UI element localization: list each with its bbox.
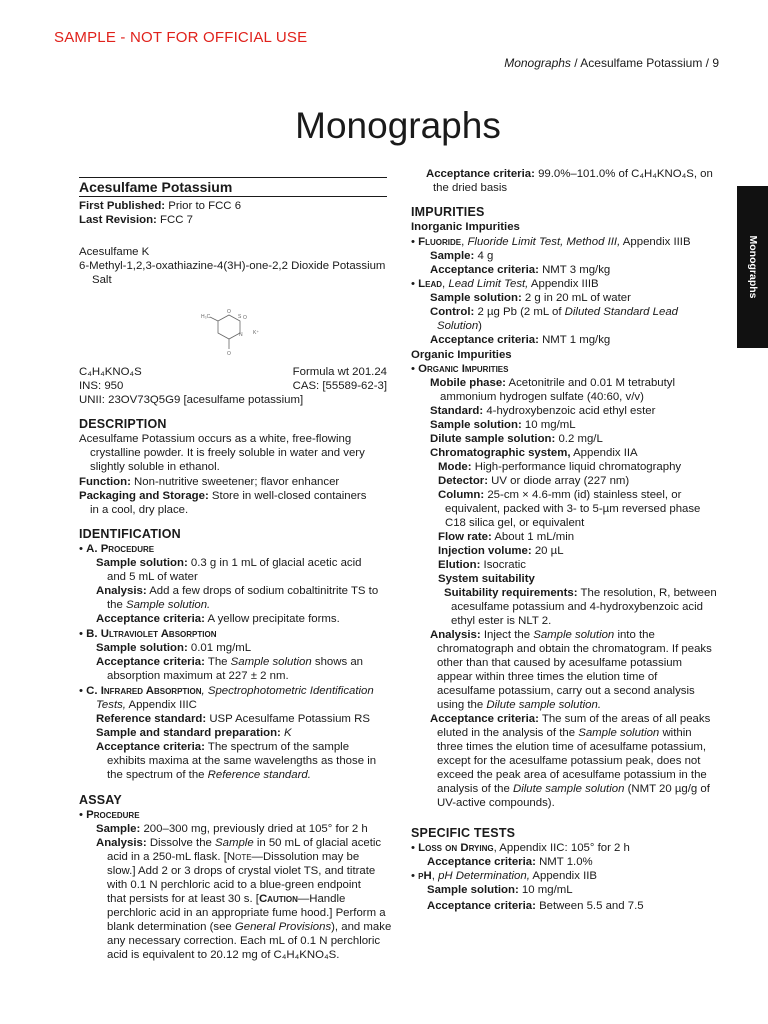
lead-sample: [430, 291, 631, 305]
title-rule-top: [79, 177, 387, 178]
org-accept-value: The sum of the areas of all peaks: [538, 713, 711, 725]
ring: [218, 315, 240, 339]
elution-value: Isocratic: [480, 559, 526, 571]
assay-procedure: [79, 808, 140, 822]
assay-accept-label: Acceptance criteria:: [426, 168, 535, 180]
text: shows an: [311, 656, 364, 668]
id-a-sample-label: Sample solution:: [96, 557, 188, 569]
text: Sample: [215, 837, 254, 849]
title-rule-bottom: [79, 196, 387, 197]
packaging-cont: in a cool, dry place.: [90, 504, 189, 516]
id-a-sample: [96, 556, 361, 570]
chromatographic-system: [430, 446, 638, 460]
lead-accept-label: Acceptance criteria:: [430, 334, 539, 346]
assay-accept: [426, 167, 713, 181]
assay-sample-value: 200–300 mg, previously dried at 105° for 2 h: [140, 823, 368, 835]
text: ), and make: [331, 921, 392, 933]
text: Fluoride Limit Test, Method III,: [467, 236, 621, 248]
column-value: 25-cm × 4.6-mm (id) stainless steel, or: [484, 489, 682, 501]
text: acid in a 250-mL flask. [: [107, 851, 227, 863]
assay-analysis-label: Analysis:: [96, 837, 147, 849]
bullet: •: [79, 628, 87, 640]
text: eluted in the analysis of the: [437, 727, 579, 739]
last-revision-value: FCC 7: [156, 214, 193, 226]
lead-control-label: Control:: [430, 306, 475, 318]
assay-analysis-cont: [107, 892, 345, 906]
column-cont: C18 silica gel, or equivalent: [445, 517, 585, 529]
id-a-analysis-label: Analysis:: [96, 585, 147, 597]
atom-label: O: [227, 309, 231, 315]
first-published-value: Prior to FCC 6: [165, 200, 242, 212]
text: analysis of the: [437, 783, 513, 795]
atom-label: S: [238, 314, 242, 320]
molecular-formula: C₄H₄KNO₄S: [79, 366, 142, 378]
detector-label: Detector:: [438, 475, 489, 487]
function: [79, 475, 339, 489]
text: ,: [461, 236, 468, 248]
atom-label: O: [227, 351, 231, 357]
lead-control-cont: [437, 319, 482, 333]
column-label: Column:: [438, 489, 485, 501]
lod-accept-value: NMT 1.0%: [535, 856, 593, 868]
lead-title: Lead: [418, 278, 443, 290]
lead-control: [430, 305, 678, 319]
packaging-label: Packaging and Storage:: [79, 490, 209, 502]
text: into the: [614, 629, 655, 641]
assay-heading: ASSAY: [79, 793, 122, 807]
id-c-accept-value: The spectrum of the sample: [204, 741, 350, 753]
text: Inject the: [480, 629, 534, 641]
id-a-accept-value: A yellow precipitate forms.: [204, 613, 340, 625]
function-label: Function:: [79, 476, 131, 488]
ph-sample: [427, 883, 573, 897]
id-a-analysis-value: Add a few drops of sodium cobaltinitrite TS to: [146, 585, 379, 597]
atom-label: H₃C: [201, 314, 211, 320]
id-c-ref: , Spectrophotometric Identification: [201, 685, 374, 697]
id-c-prep-value: K: [280, 727, 292, 739]
org-accept-cont: except for the acesulfame potassium peak, does not: [437, 755, 701, 767]
assay-sample: [96, 822, 368, 836]
id-a-sample-cont: and 5 mL of water: [107, 571, 198, 583]
id-a-title: A. Procedure: [86, 543, 155, 555]
mobile-phase-cont: ammonium hydrogen sulfate (40:60, v/v): [440, 391, 644, 403]
running-head-page: / Acesulfame Potassium / 9: [570, 56, 719, 70]
packaging-value: Store in well-closed containers: [208, 490, 367, 502]
first-published-label: First Published:: [79, 200, 166, 212]
chemical-name-cont: Salt: [92, 274, 112, 286]
bullet: •: [411, 842, 419, 854]
reference-standard-ref: Reference standard.: [207, 769, 311, 781]
id-b-sample-label: Sample solution:: [96, 642, 188, 654]
org-accept-cont: [437, 782, 710, 796]
chromatographic-system-value: Appendix IIA: [570, 447, 638, 459]
methyl-bond: [210, 317, 218, 321]
loss-on-drying: [411, 841, 630, 855]
atom-label: N: [239, 332, 243, 338]
lead-sample-label: Sample solution:: [430, 292, 522, 304]
text: Solution: [437, 320, 479, 332]
text: , Appendix IIC:: [493, 842, 568, 854]
packaging: [79, 489, 366, 503]
standard-value: 4-hydroxybenzoic acid ethyl ester: [483, 405, 656, 417]
id-c-heading: [79, 684, 374, 698]
identification-heading: IDENTIFICATION: [79, 527, 181, 541]
assay-analysis-cont: slow.] Add 2 or 3 drops of crystal violet TS, and titrate: [107, 865, 376, 877]
id-c-title: C. Infrared Absorption: [86, 685, 202, 697]
text: in 50 mL of glacial acetic: [253, 837, 382, 849]
dilute-sample-label: Dilute sample solution:: [430, 433, 556, 445]
atom-label: O: [243, 315, 247, 321]
suitability-requirements: [444, 586, 717, 600]
id-c-standard-label: Reference standard:: [96, 713, 207, 725]
running-head: [504, 56, 719, 70]
mobile-phase: [430, 376, 675, 390]
section-tab-label: Monographs: [746, 235, 759, 299]
text: Dilute sample solution: [512, 783, 625, 795]
lead-heading: [411, 277, 599, 291]
description-line: Acesulfame Potassium occurs as a white, free-flowing: [79, 433, 352, 445]
bullet: •: [79, 809, 87, 821]
ph-title: pH: [418, 870, 432, 882]
cas-number: CAS: [55589-62-3]: [292, 380, 387, 392]
monograph-title: Acesulfame Potassium: [79, 179, 233, 195]
lead-accept-value: NMT 1 mg/kg: [538, 334, 611, 346]
injection-volume-value: 20 µL: [531, 545, 564, 557]
bullet: •: [411, 236, 419, 248]
org-accept-cont: UV-active compounds).: [437, 797, 555, 809]
text: Diluted Standard Lead: [564, 306, 679, 318]
id-b-accept: [96, 655, 363, 669]
id-a-sample-value: 0.3 g in 1 mL of glacial acetic acid: [187, 557, 362, 569]
text: ): [478, 320, 482, 332]
fluoride-accept-value: NMT 3 mg/kg: [538, 264, 611, 276]
flow-rate-label: Flow rate:: [438, 531, 492, 543]
system-suitability-heading: System suitability: [438, 573, 535, 585]
mobile-phase-label: Mobile phase:: [430, 377, 506, 389]
elution-label: Elution:: [438, 559, 481, 571]
organic-procedure: [411, 362, 508, 376]
org-analysis-cont: appear within three times the elution time of: [437, 671, 658, 683]
text: The: [204, 656, 231, 668]
text: pH Determination,: [438, 870, 530, 882]
id-b-heading: [79, 627, 217, 641]
id-a-analysis-cont: [107, 598, 210, 612]
id-b-accept-cont: absorption maximum at 227 ± 2 nm.: [107, 670, 289, 682]
fluoride-accept-label: Acceptance criteria:: [430, 264, 539, 276]
id-b-sample-value: 0.01 mg/mL: [187, 642, 252, 654]
loss-on-drying-title: Loss on Drying: [418, 842, 494, 854]
text: Dilute sample solution.: [486, 699, 602, 711]
org-analysis-cont: chromatograph and obtain the chromatogram. If peaks: [437, 643, 712, 655]
text: Caution: [258, 893, 298, 905]
sample-watermark: SAMPLE - NOT FOR OFFICIAL USE: [54, 29, 308, 46]
id-c-accept: [96, 740, 349, 754]
text: Appendix IIIC: [125, 699, 197, 711]
chemical-name: 6-Methyl-1,2,3-oxathiazine-4(3H)-one-2,2 Dioxide Potassium: [79, 260, 386, 272]
text: Dissolve the: [146, 837, 216, 849]
text: that persists for at least 30 s. [: [107, 893, 259, 905]
elution: [438, 558, 526, 572]
text: within: [659, 727, 692, 739]
id-a-accept: [96, 612, 340, 626]
id-a-analysis: [96, 584, 378, 598]
text: Appendix IIIB: [528, 278, 599, 290]
dilute-sample-value: 0.2 mg/L: [555, 433, 603, 445]
assay-accept-cont: the dried basis: [433, 182, 508, 194]
text: —Dissolution may be: [251, 851, 360, 863]
running-head-section: Monographs: [504, 56, 571, 70]
org-analysis: [430, 628, 655, 642]
mode: [438, 460, 681, 474]
text: Appendix IIB: [529, 870, 598, 882]
id-c-prep: [96, 726, 292, 740]
lod-accept-label: Acceptance criteria:: [427, 856, 536, 868]
org-analysis-label: Analysis:: [430, 629, 481, 641]
detector-value: UV or diode array (227 nm): [488, 475, 630, 487]
org-accept-cont: exceed the peak area of acesulfame potassium in the: [437, 769, 707, 781]
org-accept: [430, 712, 710, 726]
description-line: slightly soluble in ethanol.: [90, 461, 220, 473]
assay-accept-value: 99.0%–101.0% of C₄H₄KNO₄S, on: [534, 168, 713, 180]
org-analysis-cont: other than that caused by acesulfame potassium: [437, 657, 683, 669]
specific-tests-heading: SPECIFIC TESTS: [411, 826, 516, 840]
text: ,: [431, 870, 439, 882]
sample-solution: [430, 418, 576, 432]
sample-solution-ref: Sample solution: [230, 656, 312, 668]
injection-volume: [438, 544, 564, 558]
description-line: crystalline powder. It is freely soluble in water and very: [90, 447, 365, 459]
page-title: Monographs: [295, 105, 501, 146]
text: ,: [442, 278, 449, 290]
org-analysis-cont: acesulfame potassium, carry out a second analysis: [437, 685, 695, 697]
id-c-ref-cont: [96, 698, 197, 712]
lod-accept: [427, 855, 593, 869]
text: —Handle: [297, 893, 346, 905]
id-b-accept-label: Acceptance criteria:: [96, 656, 205, 668]
bullet: •: [411, 870, 419, 882]
id-c-standard: [96, 712, 370, 726]
text: 2 µg Pb (2 mL of: [474, 306, 565, 318]
fluoride-accept: [430, 263, 610, 277]
column-cont: equivalent, packed with 3- to 5-µm reversed phase: [445, 503, 701, 515]
text: Sample solution: [533, 629, 615, 641]
suitability-value: The resolution, R, between: [577, 587, 717, 599]
suitability-cont: acesulfame potassium and 4-hydroxybenzoic acid: [451, 601, 703, 613]
standard-label: Standard:: [430, 405, 484, 417]
last-revision: [79, 213, 193, 227]
fluoride-sample-label: Sample:: [430, 250, 475, 262]
chromatographic-system-label: Chromatographic system,: [430, 447, 571, 459]
ph-heading: [411, 869, 597, 883]
mode-value: High-performance liquid chromatography: [471, 461, 682, 473]
bullet: •: [411, 278, 419, 290]
id-c-accept-cont: exhibits maxima at the same wavelengths as those in: [107, 755, 377, 767]
last-revision-label: Last Revision:: [79, 214, 157, 226]
description-heading: DESCRIPTION: [79, 417, 167, 431]
sample-solution-label: Sample solution:: [430, 419, 522, 431]
dilute-sample: [430, 432, 603, 446]
text: 105° for 2 h: [567, 842, 630, 854]
ph-sample-value: 10 mg/mL: [518, 884, 573, 896]
text: Appendix IIIB: [620, 236, 691, 248]
standard: [430, 404, 655, 418]
first-published: [79, 199, 241, 213]
function-value: Non-nutritive sweetener; flavor enhancer: [130, 476, 340, 488]
assay-analysis: [96, 836, 381, 850]
org-analysis-cont: [437, 698, 601, 712]
fluoride-sample: [430, 249, 493, 263]
suitability-label: Suitability requirements:: [444, 587, 578, 599]
column: [438, 488, 681, 502]
id-c-standard-value: USP Acesulfame Potassium RS: [206, 713, 370, 725]
atom-label: K⁺: [253, 330, 259, 336]
flow-rate: [438, 530, 574, 544]
lead-accept: [430, 333, 610, 347]
flow-rate-value: About 1 mL/min: [491, 531, 575, 543]
text: using the: [437, 699, 487, 711]
assay-analysis-cont: perchloric acid in an appropriate fume hood.] Perform a: [107, 907, 386, 919]
ph-accept: [427, 899, 644, 913]
sample-solution-value: 10 mg/mL: [521, 419, 576, 431]
id-b-sample: [96, 641, 251, 655]
bullet: •: [79, 685, 87, 697]
fluoride-heading: [411, 235, 691, 249]
text: Tests,: [96, 699, 126, 711]
bullet: •: [411, 363, 419, 375]
ins-number: INS: 950: [79, 380, 124, 392]
text: blank determination (see: [107, 921, 235, 933]
id-a-accept-label: Acceptance criteria:: [96, 613, 205, 625]
impurities-heading: IMPURITIES: [411, 205, 485, 219]
sample-solution-ref: Sample solution.: [126, 599, 211, 611]
text: the spectrum of the: [107, 769, 208, 781]
ph-sample-label: Sample solution:: [427, 884, 519, 896]
mode-label: Mode:: [438, 461, 472, 473]
synonym: Acesulfame K: [79, 246, 150, 258]
assay-analysis-cont: acid is equivalent to 20.12 mg of C₄H₄KNO₄S.: [107, 949, 340, 961]
inorganic-impurities-heading: Inorganic Impurities: [411, 221, 520, 233]
text: General Provisions: [234, 921, 332, 933]
text: Sample solution: [578, 727, 660, 739]
organic-impurities-heading: Organic Impurities: [411, 349, 512, 361]
ph-accept-value: Between 5.5 and 7.5: [535, 900, 644, 912]
unii-code: UNII: 23OV73Q5G9 [acesulfame potassium]: [79, 394, 304, 406]
fluoride-sample-value: 4 g: [474, 250, 494, 262]
lead-sample-value: 2 g in 20 mL of water: [521, 292, 631, 304]
chemical-structure-image: [198, 309, 268, 359]
assay-analysis-cont: any necessary correction. Each mL of 0.1 N perchloric: [107, 935, 381, 947]
mobile-phase-value: Acetonitrile and 0.01 M tetrabutyl: [505, 377, 676, 389]
text: Lead Limit Test,: [448, 278, 529, 290]
assay-analysis-cont: [107, 920, 391, 934]
text: Note: [226, 851, 252, 863]
org-accept-label: Acceptance criteria:: [430, 713, 539, 725]
id-c-accept-label: Acceptance criteria:: [96, 741, 205, 753]
detector: [438, 474, 629, 488]
formula-weight: Formula wt 201.24: [292, 366, 387, 378]
bullet: •: [79, 543, 87, 555]
organic-procedure-title: Organic Impurities: [418, 363, 509, 375]
id-a-heading: [79, 542, 154, 556]
section-tab: [737, 186, 768, 348]
injection-volume-label: Injection volume:: [438, 545, 532, 557]
assay-sample-label: Sample:: [96, 823, 141, 835]
suitability-cont: ethyl ester is NLT 2.: [451, 615, 552, 627]
assay-procedure-title: Procedure: [86, 809, 140, 821]
id-c-prep-label: Sample and standard preparation:: [96, 727, 281, 739]
org-accept-cont: [437, 726, 692, 740]
text: (NMT 20 µg/g of: [624, 783, 710, 795]
assay-analysis-cont: with 0.1 N perchloric acid to a blue-green endpoint: [107, 879, 361, 891]
assay-analysis-cont: [107, 850, 359, 864]
fluoride-title: Fluoride: [418, 236, 462, 248]
text: the: [107, 599, 126, 611]
ph-accept-label: Acceptance criteria:: [427, 900, 536, 912]
id-b-title: B. Ultraviolet Absorption: [86, 628, 217, 640]
org-accept-cont: three times the elution time of acesulfame potassium,: [437, 741, 707, 753]
id-c-accept-cont: [107, 768, 311, 782]
